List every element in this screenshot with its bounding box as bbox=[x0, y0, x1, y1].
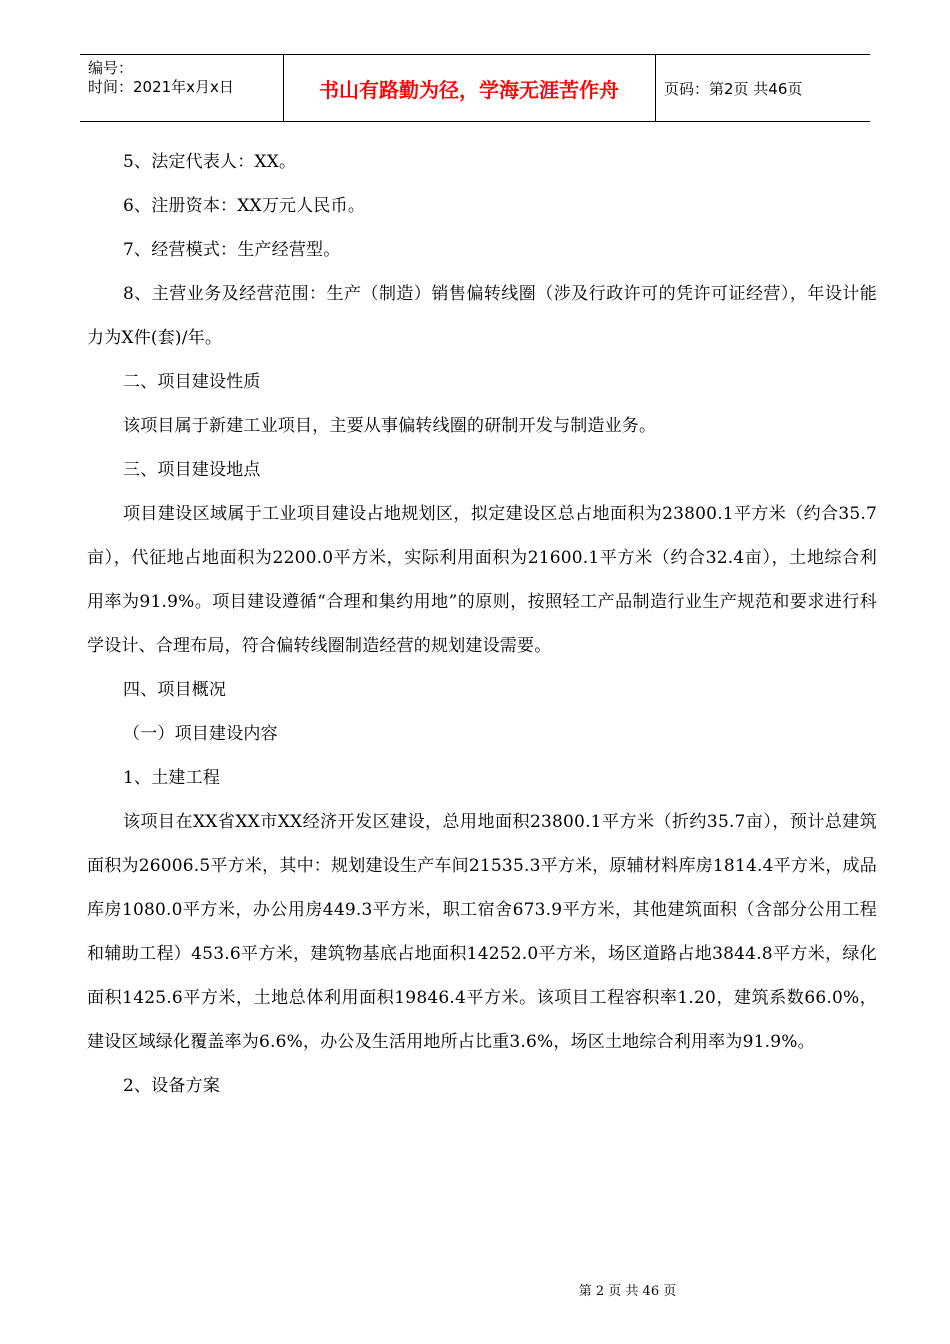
heading-project-overview: 四、项目概况 bbox=[123, 680, 227, 700]
document-time-label: 时间：2021年x月x日 bbox=[88, 78, 234, 96]
paragraph-legal-representative: 5、法定代表人：XX。 bbox=[123, 152, 297, 172]
paragraph-project-nature: 该项目属于新建工业项目，主要从事偏转线圈的研制开发与制造业务。 bbox=[123, 416, 657, 436]
heading-project-nature: 二、项目建设性质 bbox=[123, 372, 261, 392]
paragraph-project-location: 项目建设区域属于工业项目建设占地规划区，拟定建设区总占地面积为23800.1平方米（约合35.7亩），代征地占地面积为2200.0平方米，实际利用面积为21600.1平方米（约合32.4亩），土地综合利用率为91.9%。项目建设遵循“合理和集约用地”的原则，按照轻工产品制造行业生产规范和要求进行科学设计、合理布局，符合偏转线圈制造经营的规划建设需要。 bbox=[87, 504, 877, 656]
subheading-equipment-plan: 2、设备方案 bbox=[123, 1076, 221, 1096]
page-header bbox=[80, 54, 870, 122]
subheading-construction-content: （一）项目建设内容 bbox=[123, 724, 278, 744]
paragraph-business-scope: 8、主营业务及经营范围：生产（制造）销售偏转线圈（涉及行政许可的凭许可证经营），年设计能力为X件(套)/年。 bbox=[87, 284, 877, 348]
paragraph-business-model: 7、经营模式：生产经营型。 bbox=[123, 240, 341, 260]
header-page-number: 页码：第2页 共46页 bbox=[664, 79, 803, 98]
paragraph-civil-engineering: 该项目在XX省XX市XX经济开发区建设，总用地面积23800.1平方米（折约35.7亩），预计总建筑面积为26006.5平方米，其中：规划建设生产车间21535.3平方米，原辅材料库房1814.4平方米，成品库房1080.0平方米，办公用房449.3平方米，职工宿舍673.9平方米，其他建筑面积（含部分公用工程和辅助工程）453.6平方米，建筑物基底占地面积14252.0平方米，场区道路占地3844.8平方米，绿化面积1425.6平方米，土地总体利用面积19846.4平方米。该项目工程容积率1.20，建筑系数66.0%，建设区域绿化覆盖率为6.6%，办公及生活用地所占比重3.6%，场区土地综合利用率为91.9%。 bbox=[87, 812, 877, 1052]
heading-project-location: 三、项目建设地点 bbox=[123, 460, 261, 480]
page-footer: 第 2 页 共 46 页 bbox=[578, 1284, 677, 1299]
subheading-civil-engineering: 1、土建工程 bbox=[123, 768, 221, 788]
header-motto: 书山有路勤为径，学海无涯苦作舟 bbox=[319, 77, 619, 102]
document-number-label: 编号： bbox=[88, 59, 134, 77]
document-body bbox=[87, 140, 877, 1108]
paragraph-registered-capital: 6、注册资本：XX万元人民币。 bbox=[123, 196, 366, 216]
header-meta bbox=[80, 55, 283, 121]
